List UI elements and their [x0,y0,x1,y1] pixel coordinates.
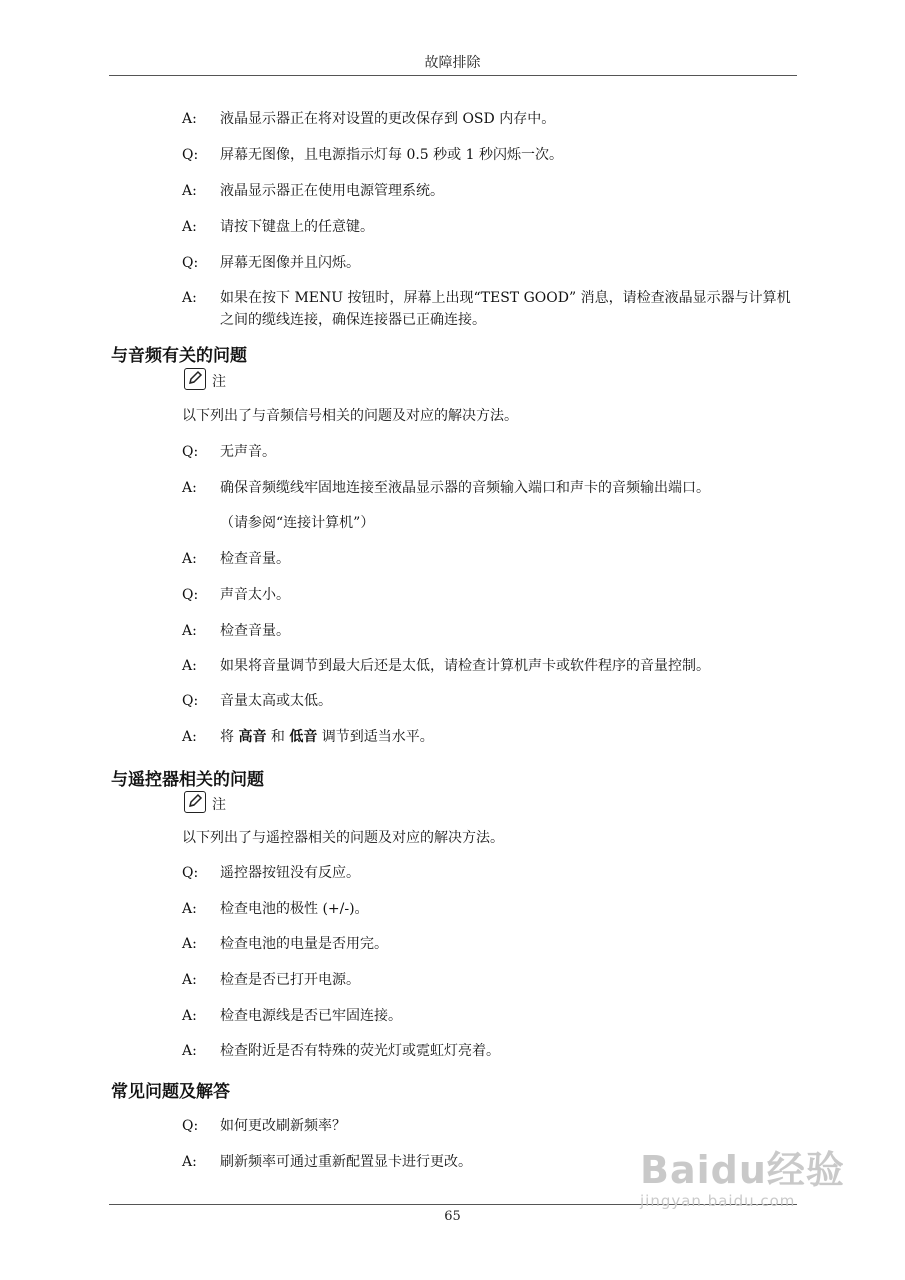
qa-tag: Q: [182,693,199,709]
note [184,366,226,390]
qa-item [182,180,802,202]
qa-item [182,252,802,274]
qa-text: 刷新频率可通过重新配置显卡进行更改。 [220,1154,472,1170]
treble-label: 高音 [238,729,267,745]
qa-text: 请按下键盘上的任意键。 [220,219,374,235]
section-intro: 以下列出了与音频信号相关的问题及对应的解决方法。 [182,408,518,424]
qa-tag: A: [182,901,197,917]
qa-item [182,287,802,331]
qa-item [182,862,802,884]
watermark-url: jingyan.baidu.com [640,1192,796,1210]
text-segment: 调节到适当水平。 [317,729,434,745]
qa-item [182,690,802,712]
qa-tag: A: [182,936,197,952]
qa-tag: Q: [182,587,199,603]
qa-tag: A: [182,729,197,745]
qa-tag: Q: [182,1118,199,1134]
page-number: 65 [444,1209,461,1224]
qa-item [182,512,802,534]
qa-item [182,1040,802,1062]
qa-tag: A: [182,219,197,235]
qa-tag: A: [182,290,197,306]
qa-tag: A: [182,1154,197,1170]
qa-item [182,898,802,920]
qa-tag: A: [182,1008,197,1024]
qa-text: 声音太小。 [220,587,290,603]
qa-text: 检查音量。 [220,551,290,567]
qa-text: 屏幕无图像并且闪烁。 [220,255,360,271]
section-intro: 以下列出了与遥控器相关的问题及对应的解决方法。 [182,830,504,846]
qa-item [182,216,802,238]
qa-text: 如何更改刷新频率？ [220,1118,346,1134]
qa-item [182,933,802,955]
header-title: 故障排除 [424,55,481,71]
text-segment: 将 [220,729,239,745]
section-heading-faq: 常见问题及解答 [111,1082,230,1102]
qa-text: 无声音。 [220,444,276,460]
qa-text: 屏幕无图像，且电源指示灯每 0.5 秒或 1 秒闪烁一次。 [220,147,563,163]
qa-item [182,144,802,166]
bass-label: 低音 [289,729,318,745]
note [184,789,226,813]
qa-item [182,1005,802,1027]
qa-text: 音量太高或太低。 [220,693,332,709]
qa-tag: Q: [182,444,199,460]
qa-text: 检查电池的极性 (+/-)。 [220,901,369,917]
qa-tag: A: [182,183,197,199]
qa-text: 如果在按下 MENU 按钮时，屏幕上出现“TEST GOOD” 消息，请检查液晶显示器与计算机之间的缆线连接，确保连接器已正确连接。 [220,290,791,328]
qa-text: 液晶显示器正在将对设置的更改保存到 OSD 内存中。 [220,111,556,127]
note-pencil-icon [184,368,206,390]
qa-tag: A: [182,480,197,496]
qa-text: 检查电源线是否已牢固连接。 [220,1008,402,1024]
section-heading-remote: 与遥控器相关的问题 [111,770,264,790]
qa-item [182,655,802,677]
qa-item [182,620,802,642]
watermark [640,1148,860,1248]
qa-text [220,726,802,748]
text-segment: 和 [266,729,290,745]
qa-item [182,477,802,499]
section-heading-audio: 与音频有关的问题 [111,346,247,366]
qa-tag: Q: [182,147,199,163]
qa-item [182,726,802,748]
qa-text: 检查音量。 [220,623,290,639]
qa-item [182,1115,802,1137]
qa-tag: A: [182,1043,197,1059]
qa-tag: A: [182,111,197,127]
qa-item [182,548,802,570]
qa-text: 检查是否已打开电源。 [220,972,360,988]
qa-item [182,969,802,991]
qa-tag: A: [182,623,197,639]
qa-text: 遥控器按钮没有反应。 [220,865,360,881]
qa-tag: A: [182,658,197,674]
qa-text: （请参阅“连接计算机”） [220,515,375,531]
qa-tag: A: [182,551,197,567]
note-pencil-icon [184,791,206,813]
qa-item [182,108,802,130]
qa-tag: Q: [182,255,199,271]
note-label: 注 [212,374,226,390]
qa-text: 如果将音量调节到最大后还是太低，请检查计算机声卡或软件程序的音量控制。 [220,658,710,674]
qa-text: 确保音频缆线牢固地连接至液晶显示器的音频输入端口和声卡的音频输出端口。 [220,480,710,496]
watermark-logo: Baidu经验 [640,1148,845,1192]
header-rule [109,75,797,76]
qa-text: 检查附近是否有特殊的荧光灯或霓虹灯亮着。 [220,1043,500,1059]
note-label: 注 [212,797,226,813]
qa-tag: Q: [182,865,199,881]
qa-item [182,584,802,606]
qa-tag: A: [182,972,197,988]
qa-text: 液晶显示器正在使用电源管理系统。 [220,183,444,199]
qa-item [182,441,802,463]
qa-text: 检查电池的电量是否用完。 [220,936,388,952]
